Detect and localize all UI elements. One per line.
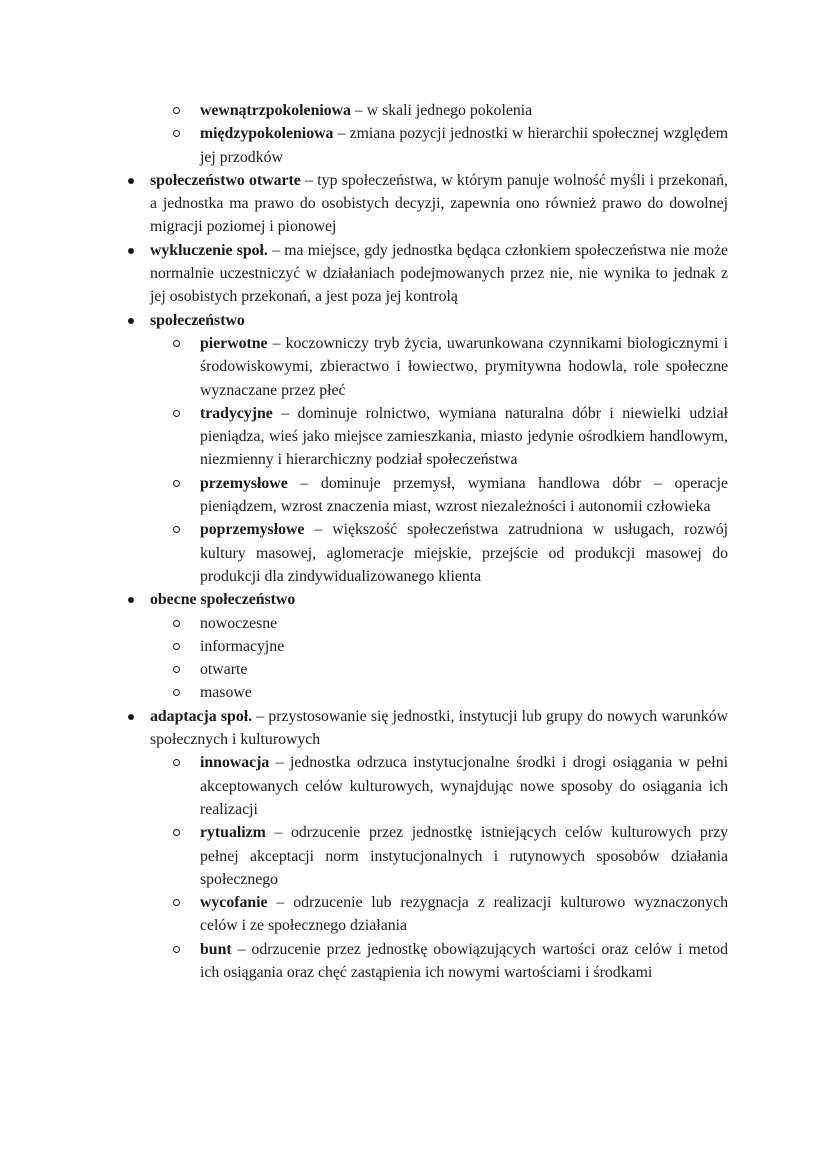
list-item (126, 588, 728, 704)
term: wykluczenie społ. (150, 241, 268, 259)
sub-list-item (150, 751, 728, 821)
term: innowacja (200, 754, 270, 772)
definition: – jednostka odrzuca instytucjonalne środki i drogi osiągania w pełni akceptowanych celów kulturowych, wynajdując nowe sposoby do osiągania ich realizacji (200, 754, 728, 818)
term: rytualizm (200, 824, 266, 842)
definition: – odrzucenie lub rezygnacja z realizacji kulturowo wyznaczonych celów i ze społecznego działania (200, 894, 728, 935)
term: międzypokoleniowa (200, 125, 334, 143)
sublist (150, 99, 728, 169)
sub-list-item (150, 332, 728, 402)
sub-list-item: informacyjne (150, 635, 728, 658)
sub-list-item: masowe (150, 681, 728, 704)
term: społeczeństwo otwarte (150, 171, 301, 189)
definition: – ma miejsce, gdy jednostka będąca członkiem społeczeństwa nie może normalnie uczestniczyć w działaniach podejmowanych przez nie, nie wynika to jednak z jej osobistych przekonań, a jest poza jej kontrolą (150, 241, 728, 306)
notes-list (126, 99, 728, 984)
term: wewnątrzpokoleniowa (200, 102, 351, 119)
term: obecne społeczeństwo (150, 591, 296, 609)
term: wycofanie (200, 894, 268, 912)
sub-list-item (150, 821, 728, 891)
sub-list-item (150, 891, 728, 938)
term: adaptacja społ. (150, 707, 253, 725)
definition: – przystosowanie się jednostki, instytucji lub grupy do nowych warunków społecznych i kulturowych (150, 707, 728, 749)
sub-list-item (150, 518, 728, 588)
definition: – dominuje przemysł, wymiana handlowa dóbr – operacje pieniądzem, wzrost znaczenia miast, wzrost niezależności i autonomii człowieka (200, 474, 728, 516)
sub-list-item (150, 122, 728, 169)
sub-list-item (150, 402, 728, 472)
sub-list-item: nowoczesne (150, 612, 728, 635)
term: społeczeństwo (150, 311, 245, 329)
sub-list-item (150, 472, 728, 519)
definition: – typ społeczeństwa, w którym panuje wolność myśli i przekonań, a jednostka ma prawo do osobistych decyzji, zapewnia ono również prawo do dowolnej migracji poziomej i pionowej (150, 171, 729, 236)
sub-list-item (150, 938, 728, 985)
list-item (126, 169, 728, 239)
definition: – w skali jednego pokolenia (350, 102, 533, 119)
definition: – zmiana pozycji jednostki w hierarchii społecznej względem jej przodków (200, 125, 728, 166)
list-item (126, 239, 728, 309)
definition: – odrzucenie przez jednostkę obowiązujących wartości oraz celów i metod ich osiągania oraz chęć zastąpienia ich nowymi wartościami i środkami (200, 940, 728, 981)
list-item (126, 309, 728, 589)
term: tradycyjne (200, 404, 273, 422)
term: bunt (200, 940, 232, 958)
term: przemysłowe (200, 474, 288, 492)
definition: – większość społeczeństwa zatrudniona w usługach, rozwój kultury masowej, aglomeracje miejskie, przejście od produkcji masowej do produkcji dla zindywidualizowanego klienta (200, 521, 728, 585)
term: pierwotne (200, 334, 268, 352)
sub-list-item (150, 99, 728, 122)
sublist (150, 612, 728, 705)
list-item (126, 99, 728, 169)
sublist (150, 332, 728, 588)
definition: – odrzucenie przez jednostkę istniejących celów kulturowych przy pełnej akceptacji norm instytucjonalnych i rutynowych sposobów działania społecznego (200, 824, 728, 888)
definition: – koczowniczy tryb życia, uwarunkowana czynnikami biologicznymi i środowiskowymi, zbieractwo i łowiectwo, prymitywna hodowla, role społeczne wyznaczane przez płeć (200, 334, 728, 399)
definition: – dominuje rolnictwo, wymiana naturalna dóbr i niewielki udział pieniądza, wieś jako miejsce zamieszkania, miasto jedynie ośrodkiem handlowym, niezmienny i hierarchiczny podział społeczeństwa (200, 404, 728, 469)
sub-list-item: otwarte (150, 658, 728, 681)
list-item (126, 705, 728, 985)
sublist (150, 751, 728, 984)
term: poprzemysłowe (200, 521, 305, 539)
